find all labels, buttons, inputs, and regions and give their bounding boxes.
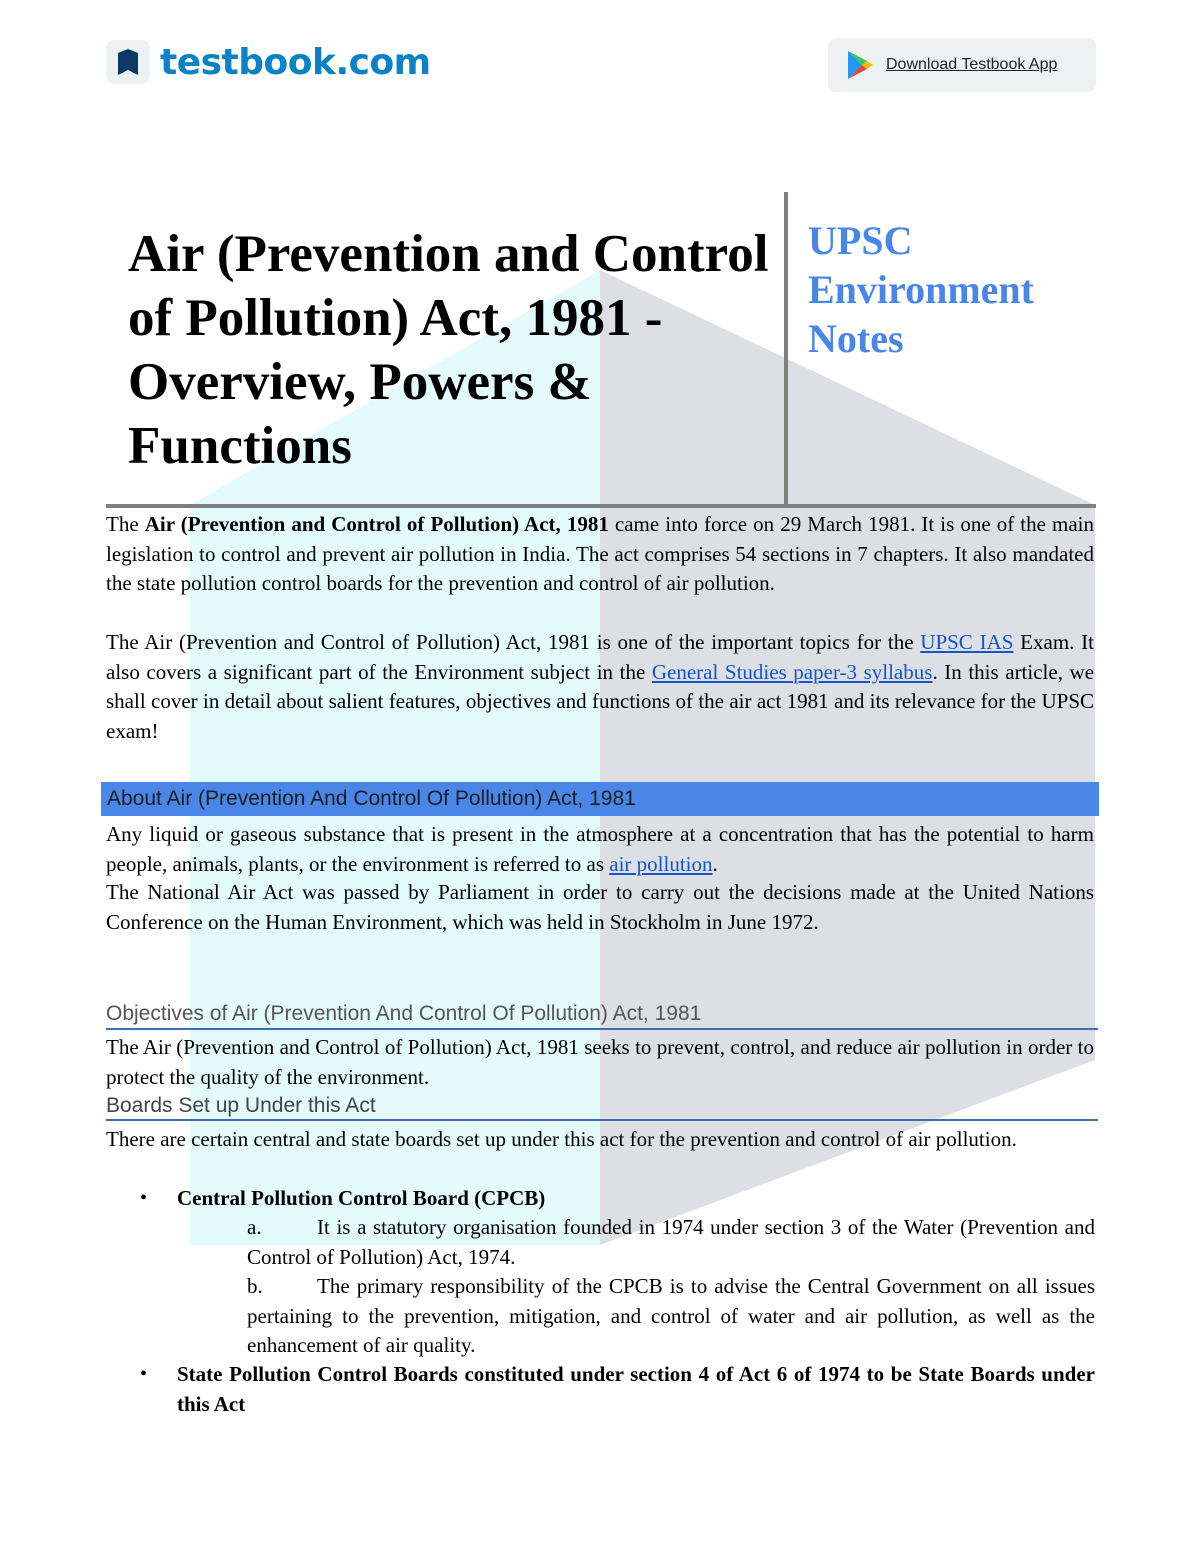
title-horizontal-divider	[106, 504, 1096, 508]
title-vertical-divider	[784, 192, 788, 506]
download-app-label[interactable]: Download Testbook App	[886, 56, 1058, 73]
logo-text: testbook.com	[160, 41, 431, 83]
download-app-button[interactable]	[828, 38, 1096, 92]
intro-paragraph-1	[106, 510, 1094, 599]
intro-p1-post: came into force on 29 March 1981. It is one of the main legislation to control and prevent air pollution in India. The act comprises 54 sections in 7 chapters. It also mandated the state pollution control boards for the prevention and control of air pollution.	[106, 512, 1094, 595]
bullet-glyph: •	[140, 1363, 148, 1385]
about-heading: About Air (Prevention And Control Of Pollution) Act, 1981	[101, 782, 1099, 816]
testbook-logo-icon	[106, 40, 150, 84]
bullet-cpcb: Central Pollution Control Board (CPCB)	[177, 1186, 546, 1210]
sub-item-text: The primary responsibility of the CPCB is to advise the Central Government on all issues pertaining to the prevention, mitigation, and control of water and air pollution, as well as the enhancement of air quality.	[247, 1274, 1095, 1357]
sub-item-a	[247, 1213, 1095, 1272]
sub-item-text: It is a statutory organisation founded in 1974 under section 3 of the Water (Prevention and Control of Pollution) Act, 1974.	[247, 1215, 1095, 1269]
play-store-icon	[846, 50, 874, 80]
intro-p2-a: The Air (Prevention and Control of Pollution) Act, 1981 is one of the important topics for the	[106, 630, 921, 654]
intro-p2-b: Exam. It also covers a significant part of the Environment subject in the	[106, 630, 1095, 684]
sub-item-marker: a.	[247, 1215, 262, 1239]
about-paragraph-2: The National Air Act was passed by Parliament in order to carry out the decisions made at the United Nations Conference on the Human Environment, which was held in Stockholm in June 1972.	[106, 880, 1094, 934]
objectives-paragraph: The Air (Prevention and Control of Pollution) Act, 1981 seeks to prevent, control, and reduce air pollution in order to protect the quality of the environment.	[106, 1035, 1094, 1089]
boards-intro-paragraph: There are certain central and state boards set up under this act for the prevention and control of air pollution.	[106, 1127, 1017, 1151]
bullet-state-boards: State Pollution Control Boards constituted under section 4 of Act 6 of 1974 to be State Boards under this Act	[177, 1362, 1095, 1416]
about-paragraph-1	[106, 820, 1094, 879]
upsc-ias-link[interactable]: UPSC IAS	[920, 630, 1014, 654]
air-pollution-link[interactable]: air pollution	[609, 851, 713, 876]
bullet-glyph: •	[140, 1187, 148, 1209]
about-p1-pre: Any liquid or gaseous substance that is present in the atmosphere at a concentration that has the potential to harm people, animals, plants, or the environment is referred to as	[106, 822, 1094, 876]
intro-p2-c: . In this article, we shall cover in detail about salient features, objectives and functions of the air act 1981 and its relevance for the UPSC exam!	[106, 659, 1095, 743]
about-p1-post: .	[712, 851, 718, 876]
objectives-heading: Objectives of Air (Prevention And Control Of Pollution) Act, 1981	[106, 1000, 1098, 1030]
testbook-logo[interactable]	[106, 40, 431, 84]
sub-item-marker: b.	[247, 1274, 263, 1298]
gs-paper-3-syllabus-link[interactable]: General Studies paper-3 syllabus	[651, 659, 933, 684]
page-title: Air (Prevention and Control of Pollution) Act, 1981 - Overview, Powers & Functions	[128, 225, 769, 475]
boards-heading: Boards Set up Under this Act	[106, 1093, 1098, 1121]
intro-paragraph-2	[106, 628, 1094, 746]
intro-p1-bold: Air (Prevention and Control of Pollution) Act, 1981	[144, 512, 609, 536]
sub-item-b	[247, 1272, 1095, 1361]
intro-p1-pre: The	[106, 512, 145, 536]
category-label: UPSC Environment Notes	[808, 218, 1034, 361]
